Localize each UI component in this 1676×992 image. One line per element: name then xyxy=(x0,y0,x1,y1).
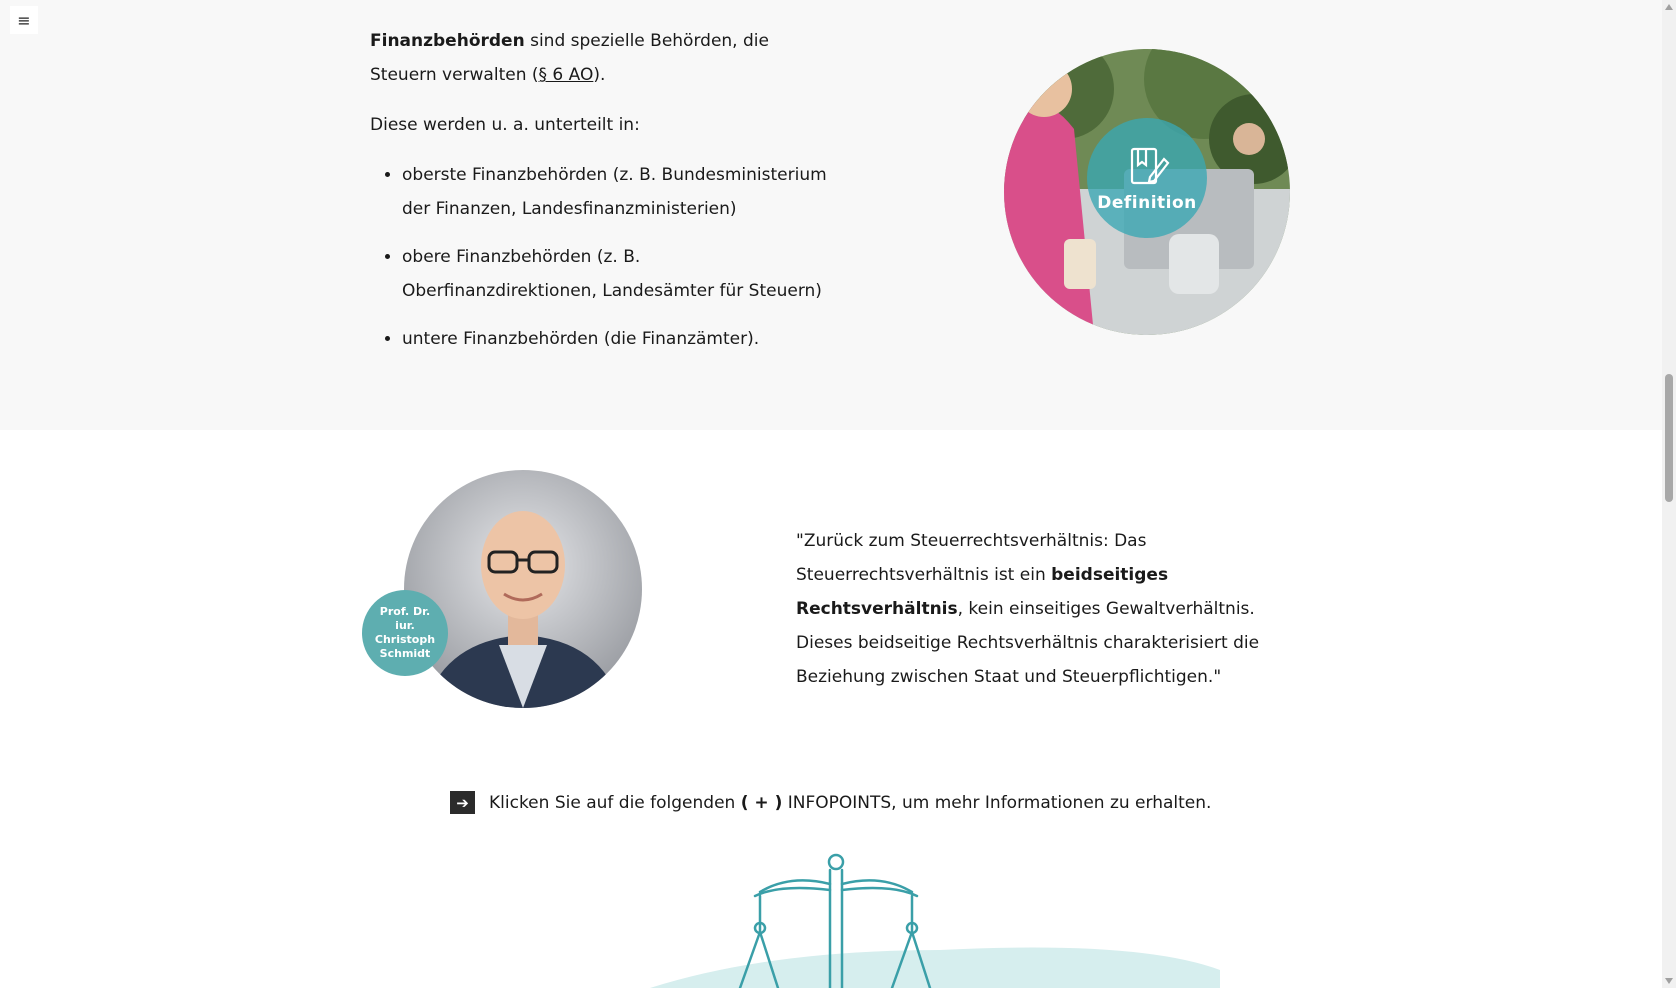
hamburger-icon: ≡ xyxy=(17,10,31,30)
edit-document-icon xyxy=(1124,143,1170,189)
law-reference-link[interactable]: § 6 AO xyxy=(538,65,594,85)
instruction-plus: ( + ) xyxy=(740,792,783,813)
definition-badge xyxy=(1087,118,1207,238)
quote-text-end: , kein einseitiges Gewaltverhältnis. Dieses beidseitige Rechtsverhältnis charakterisiert die Beziehung zwischen Staat und Steuerpflichtigen." xyxy=(796,599,1260,687)
list-item: • obere Finanzbehörden (z. B. Oberfinanzdirektionen, Landesämter für Steuern) xyxy=(402,240,840,308)
scroll-down-arrow-icon[interactable] xyxy=(1665,978,1673,984)
definition-intro-text: sind spezielle Behörden, die Steuern verwalten ( xyxy=(370,31,769,85)
quote-text-start: "Zurück zum Steuerrechtsverhältnis: Das Steuerrechtsverhältnis ist ein xyxy=(796,531,1147,585)
list-item: • oberste Finanzbehörden (z. B. Bundesministerium der Finanzen, Landesfinanzministerien) xyxy=(402,158,840,226)
author-portrait xyxy=(404,470,642,708)
menu-button[interactable] xyxy=(10,6,38,34)
author-name: Prof. Dr. iur. Christoph Schmidt xyxy=(374,605,436,660)
instruction-text-start: Klicken Sie auf die folgenden xyxy=(489,792,741,813)
scrollbar[interactable] xyxy=(1662,0,1676,988)
definition-badge-label: Definition xyxy=(1097,193,1197,213)
definition-term: Finanzbehörden xyxy=(370,31,525,51)
quote-emphasis: beidseitiges Rechtsverhältnis xyxy=(796,565,1169,619)
scroll-thumb[interactable] xyxy=(1665,374,1673,502)
arrow-right-icon: ➔ xyxy=(450,791,475,814)
author-name-badge xyxy=(362,590,448,676)
definition-subhead: Diese werden u. a. unterteilt in: xyxy=(370,115,640,135)
quote-text xyxy=(796,524,1296,694)
definition-intro-end: ). xyxy=(593,65,606,85)
definition-text xyxy=(370,24,840,370)
definition-intro xyxy=(370,24,840,92)
list-item: • untere Finanzbehörden (die Finanzämter). xyxy=(402,322,840,356)
instruction-text-end: INFOPOINTS, um mehr Informationen zu erhalten. xyxy=(782,792,1212,813)
infopoint-instruction xyxy=(450,791,1211,814)
definition-section xyxy=(0,0,1662,430)
scroll-up-arrow-icon[interactable] xyxy=(1665,4,1673,10)
instruction-text xyxy=(489,793,1211,813)
authority-list xyxy=(370,158,840,356)
scales-of-justice-icon xyxy=(620,840,1240,988)
